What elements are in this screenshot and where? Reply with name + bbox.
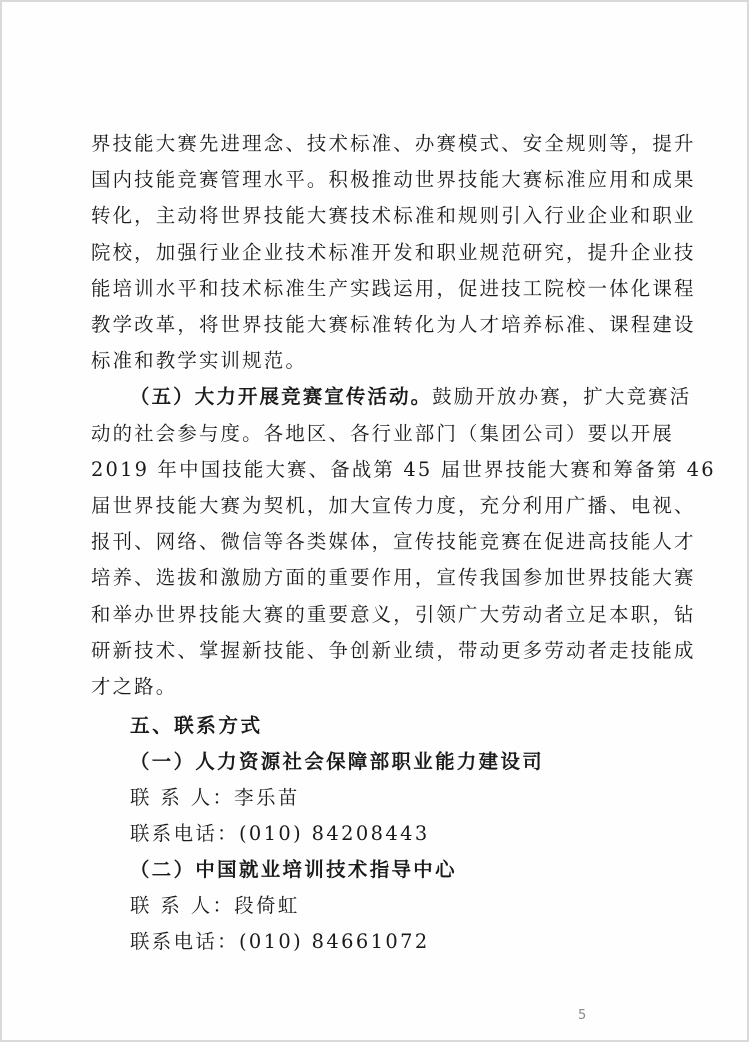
- org-1-contact-person: [91, 780, 663, 816]
- contact-name: 李乐苗: [234, 786, 300, 810]
- text-line: 动的社会参与度。各地区、各行业部门（集团公司）要以开展: [91, 421, 674, 445]
- section-heading-contact: 五、联系方式: [130, 714, 263, 738]
- paragraph-lead-rest: 鼓励开放办赛，扩大竞赛活: [432, 385, 692, 409]
- text-line: 研新技术、掌握新技能、争创新业绩，带动更多劳动者走技能成: [91, 638, 696, 662]
- contact-name: 段倚虹: [234, 894, 300, 918]
- org-1-contact-phone: [91, 816, 663, 852]
- document-body: [91, 126, 716, 960]
- text-line: 培养、选拔和激励方面的重要作用，宣传我国参加世界技能大赛: [91, 566, 696, 590]
- text-line: 届世界技能大赛为契机，加大宣传力度，充分利用广播、电视、: [91, 494, 696, 518]
- text-line: 国内技能竞赛管理水平。积极推动世界技能大赛标准应用和成果: [91, 168, 696, 192]
- text-line-first: [91, 379, 692, 415]
- paragraph-lead: （五）大力开展竞赛宣传活动。: [130, 385, 433, 409]
- org-2-title: [91, 852, 663, 888]
- text-line: 能培训水平和技术标准生产实践运用，促进技工院校一体化课程: [91, 276, 696, 300]
- phone-number: (010) 84208443: [238, 822, 430, 846]
- text-line: 2019 年中国技能大赛、备战第 45 届世界技能大赛和筹备第 46: [91, 457, 716, 481]
- text-line: 转化，主动将世界技能大赛技术标准和规则引入行业企业和职业: [91, 204, 696, 228]
- page-number: 5: [578, 1008, 587, 1023]
- org-2-contact-person: [91, 888, 663, 924]
- phone-label: 联系电话：: [130, 822, 239, 846]
- text-line: 标准和教学实训规范。: [91, 349, 307, 373]
- org-1-title: [91, 744, 663, 780]
- phone-number: (010) 84661072: [238, 930, 430, 954]
- text-line: 和举办世界技能大赛的重要意义，引领广大劳动者立足本职，钻: [91, 602, 696, 626]
- contact-label: 联 系 人：: [130, 894, 235, 918]
- phone-label: 联系电话：: [130, 930, 239, 954]
- text-line: 教学改革，将世界技能大赛标准转化为人才培养标准、课程建设: [91, 313, 696, 337]
- contact-label: 联 系 人：: [130, 786, 235, 810]
- text-line: 界技能大赛先进理念、技术标准、办赛模式、安全规则等，提升: [91, 132, 696, 155]
- org-2-title-text: （二）中国就业培训技术指导中心: [130, 858, 457, 882]
- text-line: 报刊、网络、微信等各类媒体，宣传技能竞赛在促进高技能人才: [91, 530, 696, 554]
- org-1-title-text: （一）人力资源社会保障部职业能力建设司: [130, 750, 545, 774]
- text-line: 才之路。: [91, 675, 178, 699]
- paragraph-standards: [91, 126, 696, 379]
- text-line: 院校，加强行业企业技术标准开发和职业规范研究，提升企业技: [91, 240, 696, 264]
- org-2-contact-phone: [91, 924, 663, 960]
- paragraph-publicity: [91, 379, 716, 705]
